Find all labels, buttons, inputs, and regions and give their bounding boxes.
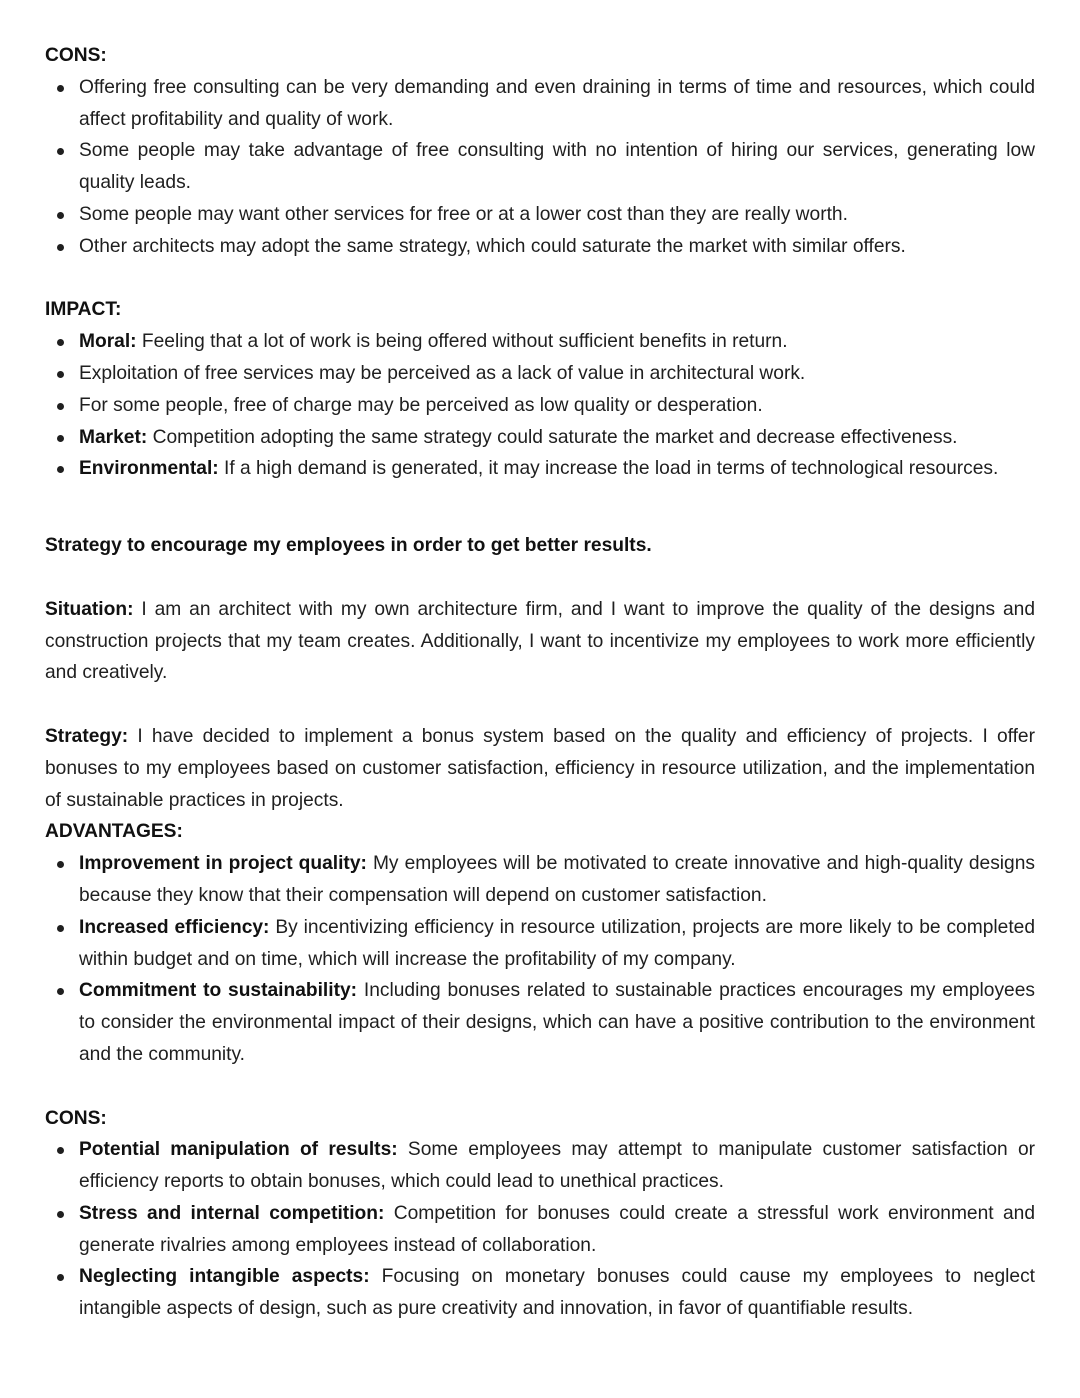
strategy-title: Strategy to encourage my employees in order to get better results. — [45, 535, 652, 557]
list-item — [45, 912, 1035, 976]
item-text: Including bonuses related to sustainable practices encourages my employees to consider the environmental impact of their designs, which can have a positive contribution to the environment and the community. — [79, 980, 1035, 1065]
item-lead: Increased efficiency: — [79, 916, 270, 938]
item-text: Other architects may adopt the same strategy, which could saturate the market with similar offers. — [79, 235, 906, 257]
strategy-text: I have decided to implement a bonus system based on the quality and efficiency of projects. I offer bonuses to my employees based on customer satisfaction, efficiency in resource utilization, and the implementation of sustainable practices in projects. — [45, 725, 1035, 811]
item-text: Competition for bonuses could create a stressful work environment and generate rivalries among employees instead of collaboration. — [79, 1202, 1035, 1256]
item-lead: Environmental: — [79, 458, 219, 480]
list-item — [45, 72, 1035, 136]
situation-lead: Situation: — [45, 598, 134, 620]
situation-paragraph — [45, 594, 1035, 689]
strategy-lead: Strategy: — [45, 725, 129, 747]
strategy-paragraph — [45, 721, 1035, 816]
item-lead: Neglecting intangible aspects: — [79, 1266, 370, 1288]
item-text: Feeling that a lot of work is being offered without sufficient benefits in return. — [136, 331, 788, 353]
impact-list — [45, 326, 1035, 485]
section-heading-cons: CONS: — [45, 45, 107, 66]
list-item — [45, 975, 1035, 1070]
list-item — [45, 199, 1035, 231]
item-text: By incentivizing efficiency in resource utilization, projects are more likely to be completed within budget and on time, which will increase the profitability of my company. — [79, 916, 1035, 970]
list-item — [45, 848, 1035, 912]
list-item — [45, 231, 1035, 263]
section-heading-cons: CONS: — [45, 1107, 107, 1129]
item-lead: Commitment to sustainability: — [79, 980, 358, 1002]
item-text: Exploitation of free services may be perceived as a lack of value in architectural work. — [79, 362, 806, 384]
item-lead: Potential manipulation of results: — [79, 1139, 398, 1161]
list-item — [45, 135, 1035, 199]
item-lead: Stress and internal competition: — [79, 1202, 385, 1224]
item-lead: Moral: — [79, 331, 137, 353]
item-text: Some employees may attempt to manipulate customer satisfaction or efficiency reports to obtain bonuses, which could lead to unethical practices. — [79, 1139, 1036, 1193]
advantages-list — [45, 848, 1035, 1071]
list-item — [45, 1261, 1035, 1325]
list-item — [45, 1198, 1035, 1262]
item-lead: Market: — [79, 426, 148, 448]
list-item — [45, 422, 1035, 454]
cons-list — [45, 72, 1035, 263]
list-item — [45, 453, 1035, 485]
list-item — [45, 390, 1035, 422]
item-text: Offering free consulting can be very demanding and even draining in terms of time and resources, which could affect profitability and quality of work. — [79, 76, 1035, 130]
item-text: My employees will be motivated to create innovative and high-quality designs because they know that their compensation will depend on customer satisfaction. — [79, 853, 1035, 906]
item-text: Focusing on monetary bonuses could cause my employees to neglect intangible aspects of design, such as pure creativity and innovation, in favor of quantifiable results. — [79, 1266, 1035, 1320]
list-item — [45, 1134, 1035, 1198]
item-text: Some people may take advantage of free consulting with no intention of hiring our services, generating low quality leads. — [79, 140, 1035, 194]
item-text: Competition adopting the same strategy could saturate the market and decrease effectiveness. — [147, 426, 958, 448]
cons-list — [45, 1134, 1035, 1325]
section-heading-advantages: ADVANTAGES: — [45, 821, 183, 843]
item-lead: Improvement in project quality: — [79, 853, 367, 875]
item-text: For some people, free of charge may be perceived as low quality or desperation. — [79, 394, 763, 416]
list-item — [45, 326, 1035, 358]
list-item — [45, 358, 1035, 390]
item-text: Some people may want other services for free or at a lower cost than they are really worth. — [79, 203, 848, 225]
situation-text: I am an architect with my own architecture firm, and I want to improve the quality of the designs and construction projects that my team creates. Additionally, I want to incentivize my employees to work more efficiently and creatively. — [45, 598, 1035, 684]
section-heading-impact: IMPACT: — [45, 299, 122, 321]
document-page — [45, 40, 1035, 1325]
item-text: If a high demand is generated, it may increase the load in terms of technological resources. — [218, 458, 999, 480]
